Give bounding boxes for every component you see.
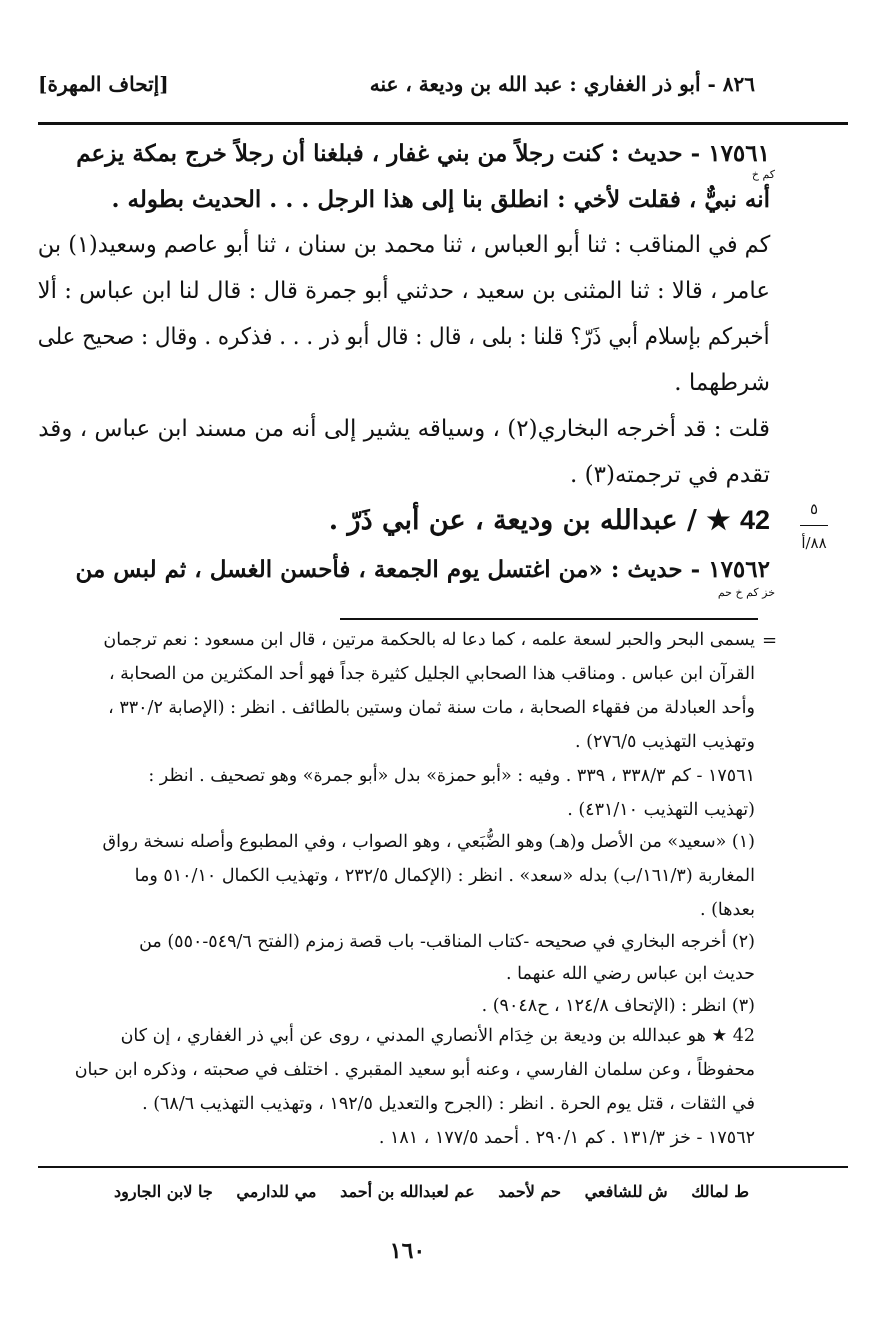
- section-42-slash: /: [687, 505, 697, 536]
- footnote-line-3: وأحد العبادلة من فقهاء الصحابة ، مات سنة ثمان وستين بالطائف . انظر : (الإصابة ٣٣٠/٢ ،: [108, 698, 755, 718]
- hadith-17562-line-1: ١٧٥٦٢ - حديث : «من اغتسل يوم الجمعة ، فأحسن الغسل ، ثم لبس من: [75, 556, 770, 583]
- margin-ref-rule: [800, 525, 828, 526]
- hadith-17561-line-1: ١٧٥٦١ - حديث : كنت رجلاً من بني غفار ، فبلغنا أن رجلاً خرج بمكة يزعم: [76, 140, 770, 167]
- footnote-line-1: يسمى البحر والحبر لسعة علمه ، كما دعا له بالحكمة مرتين ، قال ابن مسعود : نعم ترجمان: [103, 630, 755, 650]
- header-rule: [38, 122, 848, 125]
- footnote-continuation-mark: =: [762, 630, 778, 651]
- footnote-line-7: (١) «سعيد» من الأصل و(هـ) وهو الضُّبَعي ، وهو الصواب ، وفي المطبوع وأصله نسخة رواق: [102, 832, 755, 852]
- hadith-17561-line-2: أنه نبيٌّ ، فقلت لأخي : انطلق بنا إلى هذا الرجل . . . الحديث بطوله .: [111, 186, 770, 213]
- footnote-line-2: القرآن ابن عباس . ومناقب هذا الصحابي الجليل كثيرة جداً فهو أحد المكثرين من الصحابة ،: [108, 664, 755, 684]
- star-icon: ★: [706, 505, 731, 536]
- body-line-3: أخبركم بإسلام أبي ذَرّ؟ قلنا : بلى ، قال : قال أبو ذر . . . فذكره . وقال : صحيح على: [38, 324, 770, 350]
- abbreviations-rule: [38, 1166, 848, 1168]
- footnote-line-10: (٢) أخرجه البخاري في صحيحه -كتاب المناقب- باب قصة زمزم (الفتح ٥٤٩/٦-٥٥٠) من: [139, 932, 755, 952]
- footnote-line-8: المغاربة (١٦١/٣/ب) بدله «سعد» . انظر : (الإكمال ٢٣٢/٥ ، وتهذيب الكمال ٥١٠/١٠ وما: [134, 866, 755, 886]
- footnote-line-5: ١٧٥٦١ - كم ٣٣٨/٣ ، ٣٣٩ . وفيه : «أبو حمزة» بدل «أبو جمرة» وهو تصحيف . انظر :: [148, 766, 755, 786]
- abbreviation-item: عم لعبدالله بن أحمد: [340, 1182, 475, 1201]
- footnote-separator: [340, 618, 758, 620]
- section-42-title: عبدالله بن وديعة ، عن أبي ذَرّ .: [328, 505, 678, 536]
- footnote-line-4: وتهذيب التهذيب ٢٧٦/٥) .: [575, 732, 755, 752]
- body-line-5: قلت : قد أخرجه البخاري(٢) ، وسياقه يشير إلى أنه من مسند ابن عباس ، وقد: [38, 416, 770, 442]
- section-42-heading: [329, 505, 770, 536]
- margin-ref-bottom: ٨٨/أ: [801, 534, 827, 552]
- footnote-line-15: في الثقات ، قتل يوم الحرة . انظر : (الجرح والتعديل ١٩٢/٥ ، وتهذيب التهذيب ٦٨/٦) .: [142, 1094, 755, 1114]
- abbreviation-item: ط لمالك: [691, 1182, 749, 1201]
- abbreviations-row: [114, 1182, 749, 1201]
- hadith-17561-sigla: كم خ: [751, 168, 775, 181]
- running-header-book: [إتحاف المهرة]: [38, 72, 169, 96]
- margin-ref-top: ٥: [809, 500, 819, 518]
- abbreviation-item: جا لابن الجارود: [114, 1182, 213, 1201]
- footnote-line-12: (٣) انظر : (الإتحاف ١٢٤/٨ ، ح٩٠٤٨) .: [481, 996, 755, 1016]
- body-line-4: شرطهما .: [674, 370, 770, 396]
- footnote-line-11: حديث ابن عباس رضي الله عنهما .: [506, 964, 755, 984]
- abbreviation-item: حم لأحمد: [498, 1182, 561, 1201]
- section-42-number: 42: [739, 505, 770, 535]
- footnote-line-16: ١٧٥٦٢ - خز ١٣١/٣ . كم ٢٩٠/١ . أحمد ١٧٧/٥ ، ١٨١ .: [378, 1128, 755, 1148]
- body-line-2: عامر ، قالا : ثنا المثنى بن سعيد ، حدثني أبو جمرة قال : قال لنا ابن عباس : ألا: [37, 278, 770, 304]
- footnote-line-6: (تهذيب التهذيب ٤٣١/١٠) .: [567, 800, 755, 820]
- running-header-title: ٨٢٦ - أبو ذر الغفاري : عبد الله بن وديعة ، عنه: [369, 72, 755, 96]
- body-line-1: كم في المناقب : ثنا أبو العباس ، ثنا محمد بن سنان ، ثنا أبو عاصم وسعيد(١) بن: [37, 232, 770, 258]
- hadith-17562-sigla: خز كم خ حم: [717, 586, 775, 599]
- abbreviation-item: ش للشافعي: [584, 1182, 668, 1201]
- body-line-6: تقدم في ترجمته(٣) .: [570, 462, 770, 488]
- footnote-line-14: محفوظاً ، وعن سلمان الفارسي ، وعنه أبو سعيد المقبري . اختلف في صحبته ، وذكره ابن حبان: [74, 1060, 755, 1080]
- abbreviation-item: مي للدارمي: [236, 1182, 317, 1201]
- footnote-line-9: بعدها) .: [699, 900, 755, 920]
- page-number: ١٦٠: [389, 1238, 426, 1264]
- footnote-line-13: 42 ★ هو عبدالله بن وديعة بن خِدَام الأنصاري المدني ، روى عن أبي ذر الغفاري ، إن كان: [120, 1026, 755, 1046]
